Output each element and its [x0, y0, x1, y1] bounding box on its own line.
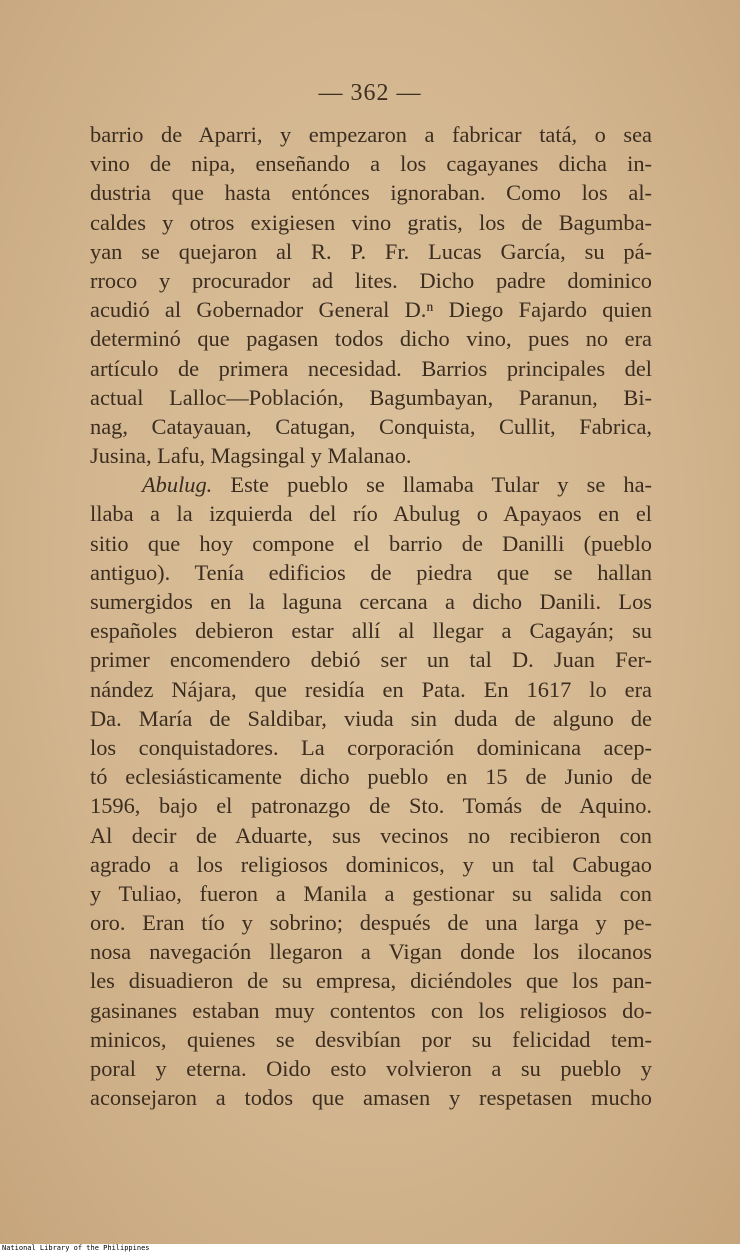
line-text: 1596, bajo el patronazgo de Sto. Tomás de Aquino. — [90, 793, 652, 819]
text-line — [90, 558, 652, 587]
line-text: Al decir de Aduarte, sus vecinos no recibieron con — [90, 822, 652, 848]
line-text: nag, Catayauan, Catugan, Conquista, Cullit, Fabrica, — [90, 413, 652, 439]
line-text: sumergidos en la laguna cercana a dicho Danili. Los — [90, 589, 652, 614]
line-text: yan se quejaron al R. P. Fr. Lucas García, su pá- — [90, 238, 652, 264]
line-text: nández Nájara, que residía en Pata. En 1617 lo era — [90, 676, 652, 702]
text-line — [90, 821, 652, 850]
text-line — [90, 412, 652, 441]
text-line — [90, 704, 652, 733]
line-text: caldes y otros exigiesen vino gratis, los de Bagumba- — [90, 209, 652, 235]
text-line — [90, 733, 652, 762]
line-text: nosa navegación llegaron a Vigan donde los ilocanos — [90, 939, 652, 965]
text-line — [90, 441, 652, 470]
line-text: sitio que hoy compone el barrio de Danilli (pueblo — [90, 530, 652, 556]
text-line — [90, 645, 652, 674]
text-line — [90, 879, 652, 908]
text-line — [90, 149, 652, 178]
text-line — [90, 762, 652, 791]
text-line — [90, 587, 652, 616]
text-line — [90, 470, 652, 499]
line-text: llaba a la izquierda del río Abulug o Apayaos en el — [90, 501, 652, 527]
line-text: Este pueblo se llamaba Tular y se ha- — [212, 472, 652, 498]
line-text: los conquistadores. La corporación dominicana acep- — [90, 734, 652, 760]
text-line — [90, 937, 652, 966]
text-line — [90, 791, 652, 820]
text-line — [90, 1054, 652, 1083]
text-line — [90, 295, 652, 324]
page-number: — 362 — — [318, 80, 422, 106]
line-text: minicos, quienes se desvibían por su felicidad tem- — [90, 1026, 652, 1052]
text-line — [90, 996, 652, 1025]
line-text: oro. Eran tío y sobrino; después de una larga y pe- — [90, 910, 652, 936]
text-line — [90, 1025, 652, 1054]
text-line — [90, 237, 652, 266]
line-text: actual Lalloc—Población, Bagumbayan, Paranun, Bi- — [90, 384, 652, 410]
footer-bar — [0, 1244, 740, 1253]
line-text: barrio de Aparri, y empezaron a fabricar tatá, o sea — [90, 122, 652, 147]
line-text: vino de nipa, enseñando a los cagayanes dicha in- — [90, 151, 652, 177]
line-text: Jusina, Lafu, Magsingal y Malanao. — [90, 443, 412, 469]
text-line — [90, 908, 652, 937]
line-text: rroco y procurador ad lites. Dicho padre dominico — [90, 267, 652, 293]
line-text: acudió al Gobernador General D.ⁿ Diego Fajardo quien — [90, 297, 652, 323]
text-line — [90, 178, 652, 207]
text-line — [90, 850, 652, 879]
section-heading: Abulug. — [142, 472, 213, 498]
line-text: antiguo). Tenía edificios de piedra que se hallan — [90, 559, 652, 585]
line-text: les disuadieron de su empresa, diciéndoles que los pan- — [90, 968, 652, 994]
line-text: agrado a los religiosos dominicos, y un tal Cabugao — [90, 851, 652, 877]
line-text: y Tuliao, fueron a Manila a gestionar su salida con — [90, 880, 652, 906]
text-line — [90, 616, 652, 645]
text-line — [90, 354, 652, 383]
line-text: determinó que pagasen todos dicho vino, pues no era — [90, 326, 652, 352]
line-text: primer encomendero debió ser un tal D. Juan Fer- — [90, 647, 652, 673]
line-text: dustria que hasta entónces ignoraban. Como los al- — [90, 180, 652, 206]
line-text: aconsejaron a todos que amasen y respetasen mucho — [90, 1085, 652, 1111]
text-line — [90, 1083, 652, 1112]
text-line — [90, 120, 652, 149]
text-line — [90, 208, 652, 237]
text-line — [90, 499, 652, 528]
line-text: poral y eterna. Oido esto volvieron a su pueblo y — [90, 1056, 652, 1081]
line-text: gasinanes estaban muy contentos con los religiosos do- — [90, 997, 652, 1023]
body-text — [90, 120, 652, 1112]
text-line — [90, 529, 652, 558]
line-text: españoles debieron estar allí al llegar a Cagayán; su — [90, 618, 652, 644]
text-line — [90, 966, 652, 995]
footer-credit: National Library of the Philippines — [2, 1244, 150, 1252]
line-text: tó eclesiásticamente dicho pueblo en 15 de Junio de — [90, 764, 652, 790]
line-text: Da. María de Saldibar, viuda sin duda de alguno de — [90, 705, 652, 731]
text-line — [90, 266, 652, 295]
line-text: artículo de primera necesidad. Barrios principales del — [90, 355, 652, 381]
text-line — [90, 383, 652, 412]
text-line — [90, 675, 652, 704]
text-line — [90, 324, 652, 353]
